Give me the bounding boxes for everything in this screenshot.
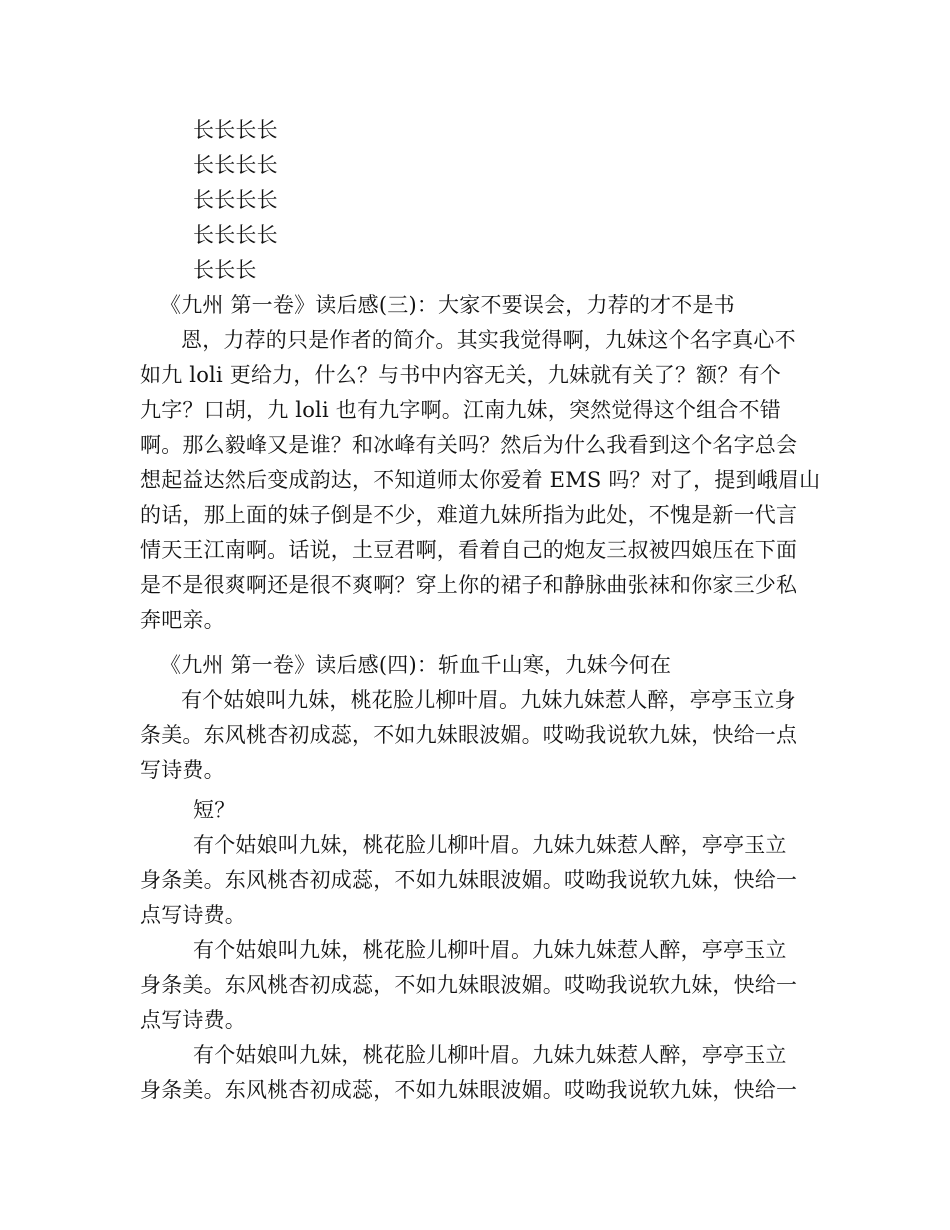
text-line: 条美。东风桃杏初成蕊，不如九妹眼波媚。哎呦我说软九妹，快给一点 bbox=[140, 723, 798, 747]
text-line: 长长长长 bbox=[193, 223, 278, 247]
text-line: 长长长 bbox=[193, 258, 257, 282]
text-line: 啊。那么毅峰又是谁？和冰峰有关吗？然后为什么我看到这个名字总会 bbox=[140, 433, 798, 457]
text-line: 有个姑娘叫九妹，桃花脸儿柳叶眉。九妹九妹惹人醉，亭亭玉立 bbox=[193, 938, 787, 962]
text-line: 身条美。东风桃杏初成蕊，不如九妹眼波媚。哎呦我说软九妹，快给一 bbox=[140, 973, 798, 997]
text-line: 九字？口胡，九 loli 也有九字啊。江南九妹，突然觉得这个组合不错 bbox=[140, 398, 781, 422]
text-line: 有个姑娘叫九妹，桃花脸儿柳叶眉。九妹九妹惹人醉，亭亭玉立 bbox=[193, 1043, 787, 1067]
text-line: 如九 loli 更给力，什么？与书中内容无关，九妹就有关了？额？有个 bbox=[140, 363, 781, 387]
text-line: 点写诗费。 bbox=[140, 903, 246, 927]
text-line: 的话，那上面的妹子倒是不少，难道九妹所指为此处，不愧是新一代言 bbox=[140, 503, 798, 527]
text-line: 写诗费。 bbox=[140, 758, 225, 782]
text-line: 短？ bbox=[193, 798, 236, 822]
text-line: 想起益达然后变成韵达，不知道师太你爱着 EMS 吗？对了，提到峨眉山 bbox=[140, 468, 821, 492]
text-line: 有个姑娘叫九妹，桃花脸儿柳叶眉。九妹九妹惹人醉，亭亭玉立 bbox=[193, 833, 787, 857]
section-heading: 《九州 第一卷》读后感(四)：斩血千山寒，九妹今何在 bbox=[160, 653, 672, 677]
text-line: 身条美。东风桃杏初成蕊，不如九妹眼波媚。哎呦我说软九妹，快给一 bbox=[140, 1078, 798, 1102]
section-heading: 《九州 第一卷》读后感(三)：大家不要误会，力荐的才不是书 bbox=[160, 293, 735, 317]
text-line: 身条美。东风桃杏初成蕊，不如九妹眼波媚。哎呦我说软九妹，快给一 bbox=[140, 868, 798, 892]
text-line: 长长长长 bbox=[193, 118, 278, 142]
text-line: 有个姑娘叫九妹，桃花脸儿柳叶眉。九妹九妹惹人醉，亭亭玉立身 bbox=[181, 688, 796, 712]
text-line: 是不是很爽啊还是很不爽啊？穿上你的裙子和静脉曲张袜和你家三少私 bbox=[140, 573, 798, 597]
text-line: 恩，力荐的只是作者的简介。其实我觉得啊，九妹这个名字真心不 bbox=[181, 328, 796, 352]
text-line: 奔吧亲。 bbox=[140, 608, 225, 632]
text-line: 长长长长 bbox=[193, 188, 278, 212]
text-line: 情天王江南啊。话说，土豆君啊，看着自己的炮友三叔被四娘压在下面 bbox=[140, 538, 798, 562]
text-line: 点写诗费。 bbox=[140, 1008, 246, 1032]
text-line: 长长长长 bbox=[193, 153, 278, 177]
